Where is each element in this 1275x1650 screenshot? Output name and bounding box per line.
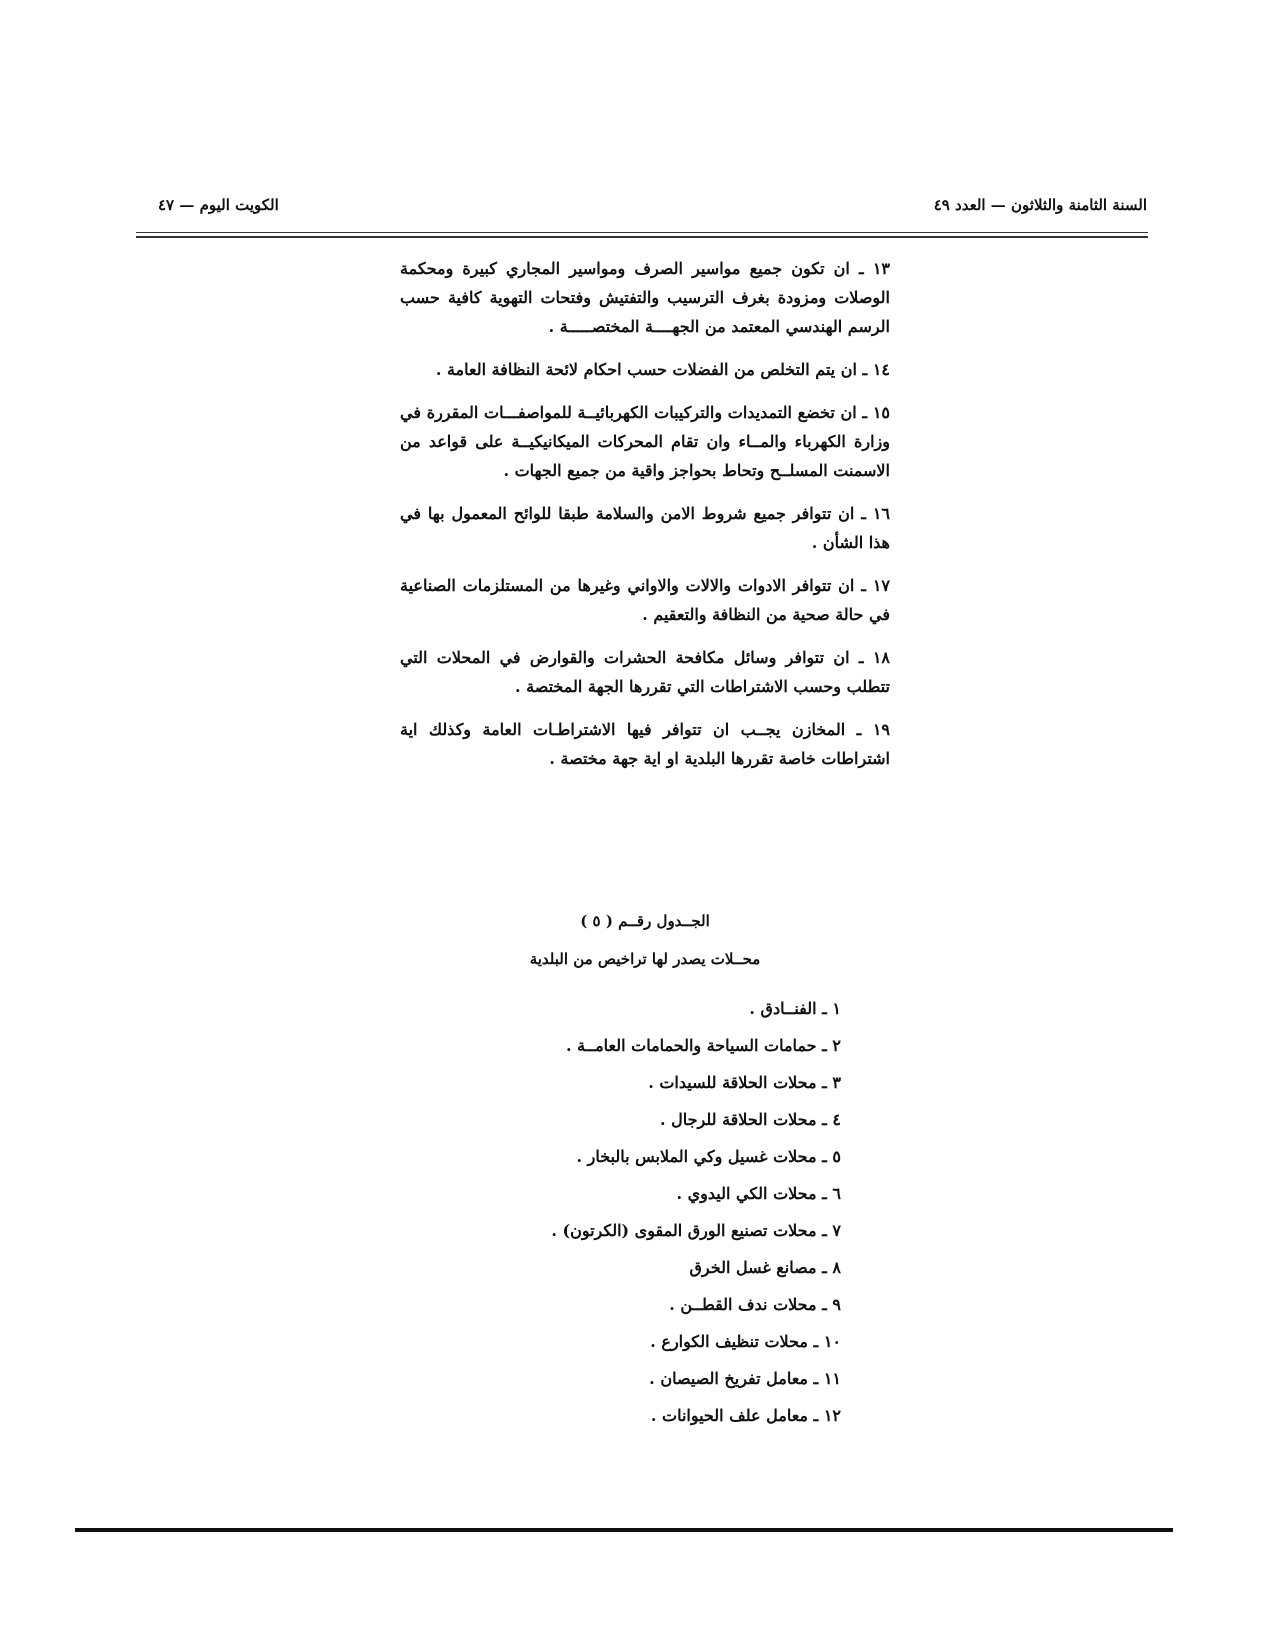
list-item: ٧ ـ محلات تصنيع الورق المقوى (الكرتون) . <box>551 1221 841 1240</box>
list-item: ٨ ـ مصانع غسل الخرق <box>689 1258 841 1277</box>
condition-paragraph-18: ١٨ ـ ان تتوافر وسائل مكافحة الحشرات والقوارض في المحلات التي تتطلب وحسب الاشتراطات التي تقررها الجهة المختصة . <box>400 648 890 696</box>
condition-paragraph-14: ١٤ ـ ان يتم التخلص من الفضلات حسب احكام لائحة النظافة العامة . <box>435 360 890 379</box>
footer-divider <box>75 1528 1173 1532</box>
list-item: ١٠ ـ محلات تنظيف الكوارع . <box>650 1332 841 1351</box>
list-item: ٣ ـ محلات الحلاقة للسيدات . <box>648 1073 841 1092</box>
page-header-issue-page: الكويت اليوم — ٤٧ <box>158 196 279 214</box>
list-item: ٥ ـ محلات غسيل وكي الملابس بالبخار . <box>576 1147 841 1166</box>
table-subtitle: محــلات يصدر لها تراخيص من البلدية <box>529 950 761 968</box>
list-item: ١ ـ الفنــادق . <box>749 999 841 1018</box>
condition-paragraph-19: ١٩ ـ المخازن يجــب ان تتوافر فيها الاشتراطـات العامة وكذلك اية اشتراطات خاصة تقررها البلدية او اية جهة مختصة . <box>400 720 890 768</box>
licensed-shops-list <box>421 990 841 1434</box>
condition-paragraph-16: ١٦ ـ ان تتوافر جميع شروط الامن والسلامة طبقا للوائح المعمول بها في هذا الشأن . <box>400 504 890 552</box>
condition-paragraph-13: ١٣ ـ ان تكون جميع مواسير الصرف ومواسير المجاري كبيرة ومحكمة الوصلات ومزودة بغرف الترسيب والتفتيش وفتحات التهوية كافية حسب الرسم الهندسي المعتمد من الجهــــة المختصـــــة . <box>400 259 890 336</box>
condition-paragraph-15: ١٥ ـ ان تخضع التمديدات والتركيبات الكهربائيــة للمواصفـــات المقررة في وزارة الكهرباء والمــاء وان تقام المحركات الميكانيكيــة على قواعد من الاسمنت المسلــح وتحاط بحواجز واقية من جميع الجهات . <box>400 403 890 480</box>
table-title: الجــدول رقــم ( ٥ ) <box>580 912 710 930</box>
list-item: ٤ ـ محلات الحلاقة للرجال . <box>659 1110 841 1129</box>
list-item: ٦ ـ محلات الكي اليدوي . <box>676 1184 841 1203</box>
page-header-year-issue: السنة الثامنة والثلاثون — العدد ٤٩ <box>933 196 1147 214</box>
list-item: ٩ ـ محلات ندف القطــن . <box>669 1295 841 1314</box>
header-divider-thick <box>136 236 1148 238</box>
condition-paragraph-17: ١٧ ـ ان تتوافر الادوات والالات والاواني وغيرها من المستلزمات الصناعية في حالة صحية من النظافة والتعقيم . <box>400 576 890 624</box>
list-item: ١٢ ـ معامل علف الحيوانات . <box>650 1406 841 1425</box>
list-item: ١١ ـ معامل تفريخ الصيصان . <box>649 1369 841 1388</box>
conditions-column <box>400 254 890 787</box>
list-item: ٢ ـ حمامات السياحة والحمامات العامــة . <box>565 1036 841 1055</box>
header-divider <box>136 232 1148 233</box>
